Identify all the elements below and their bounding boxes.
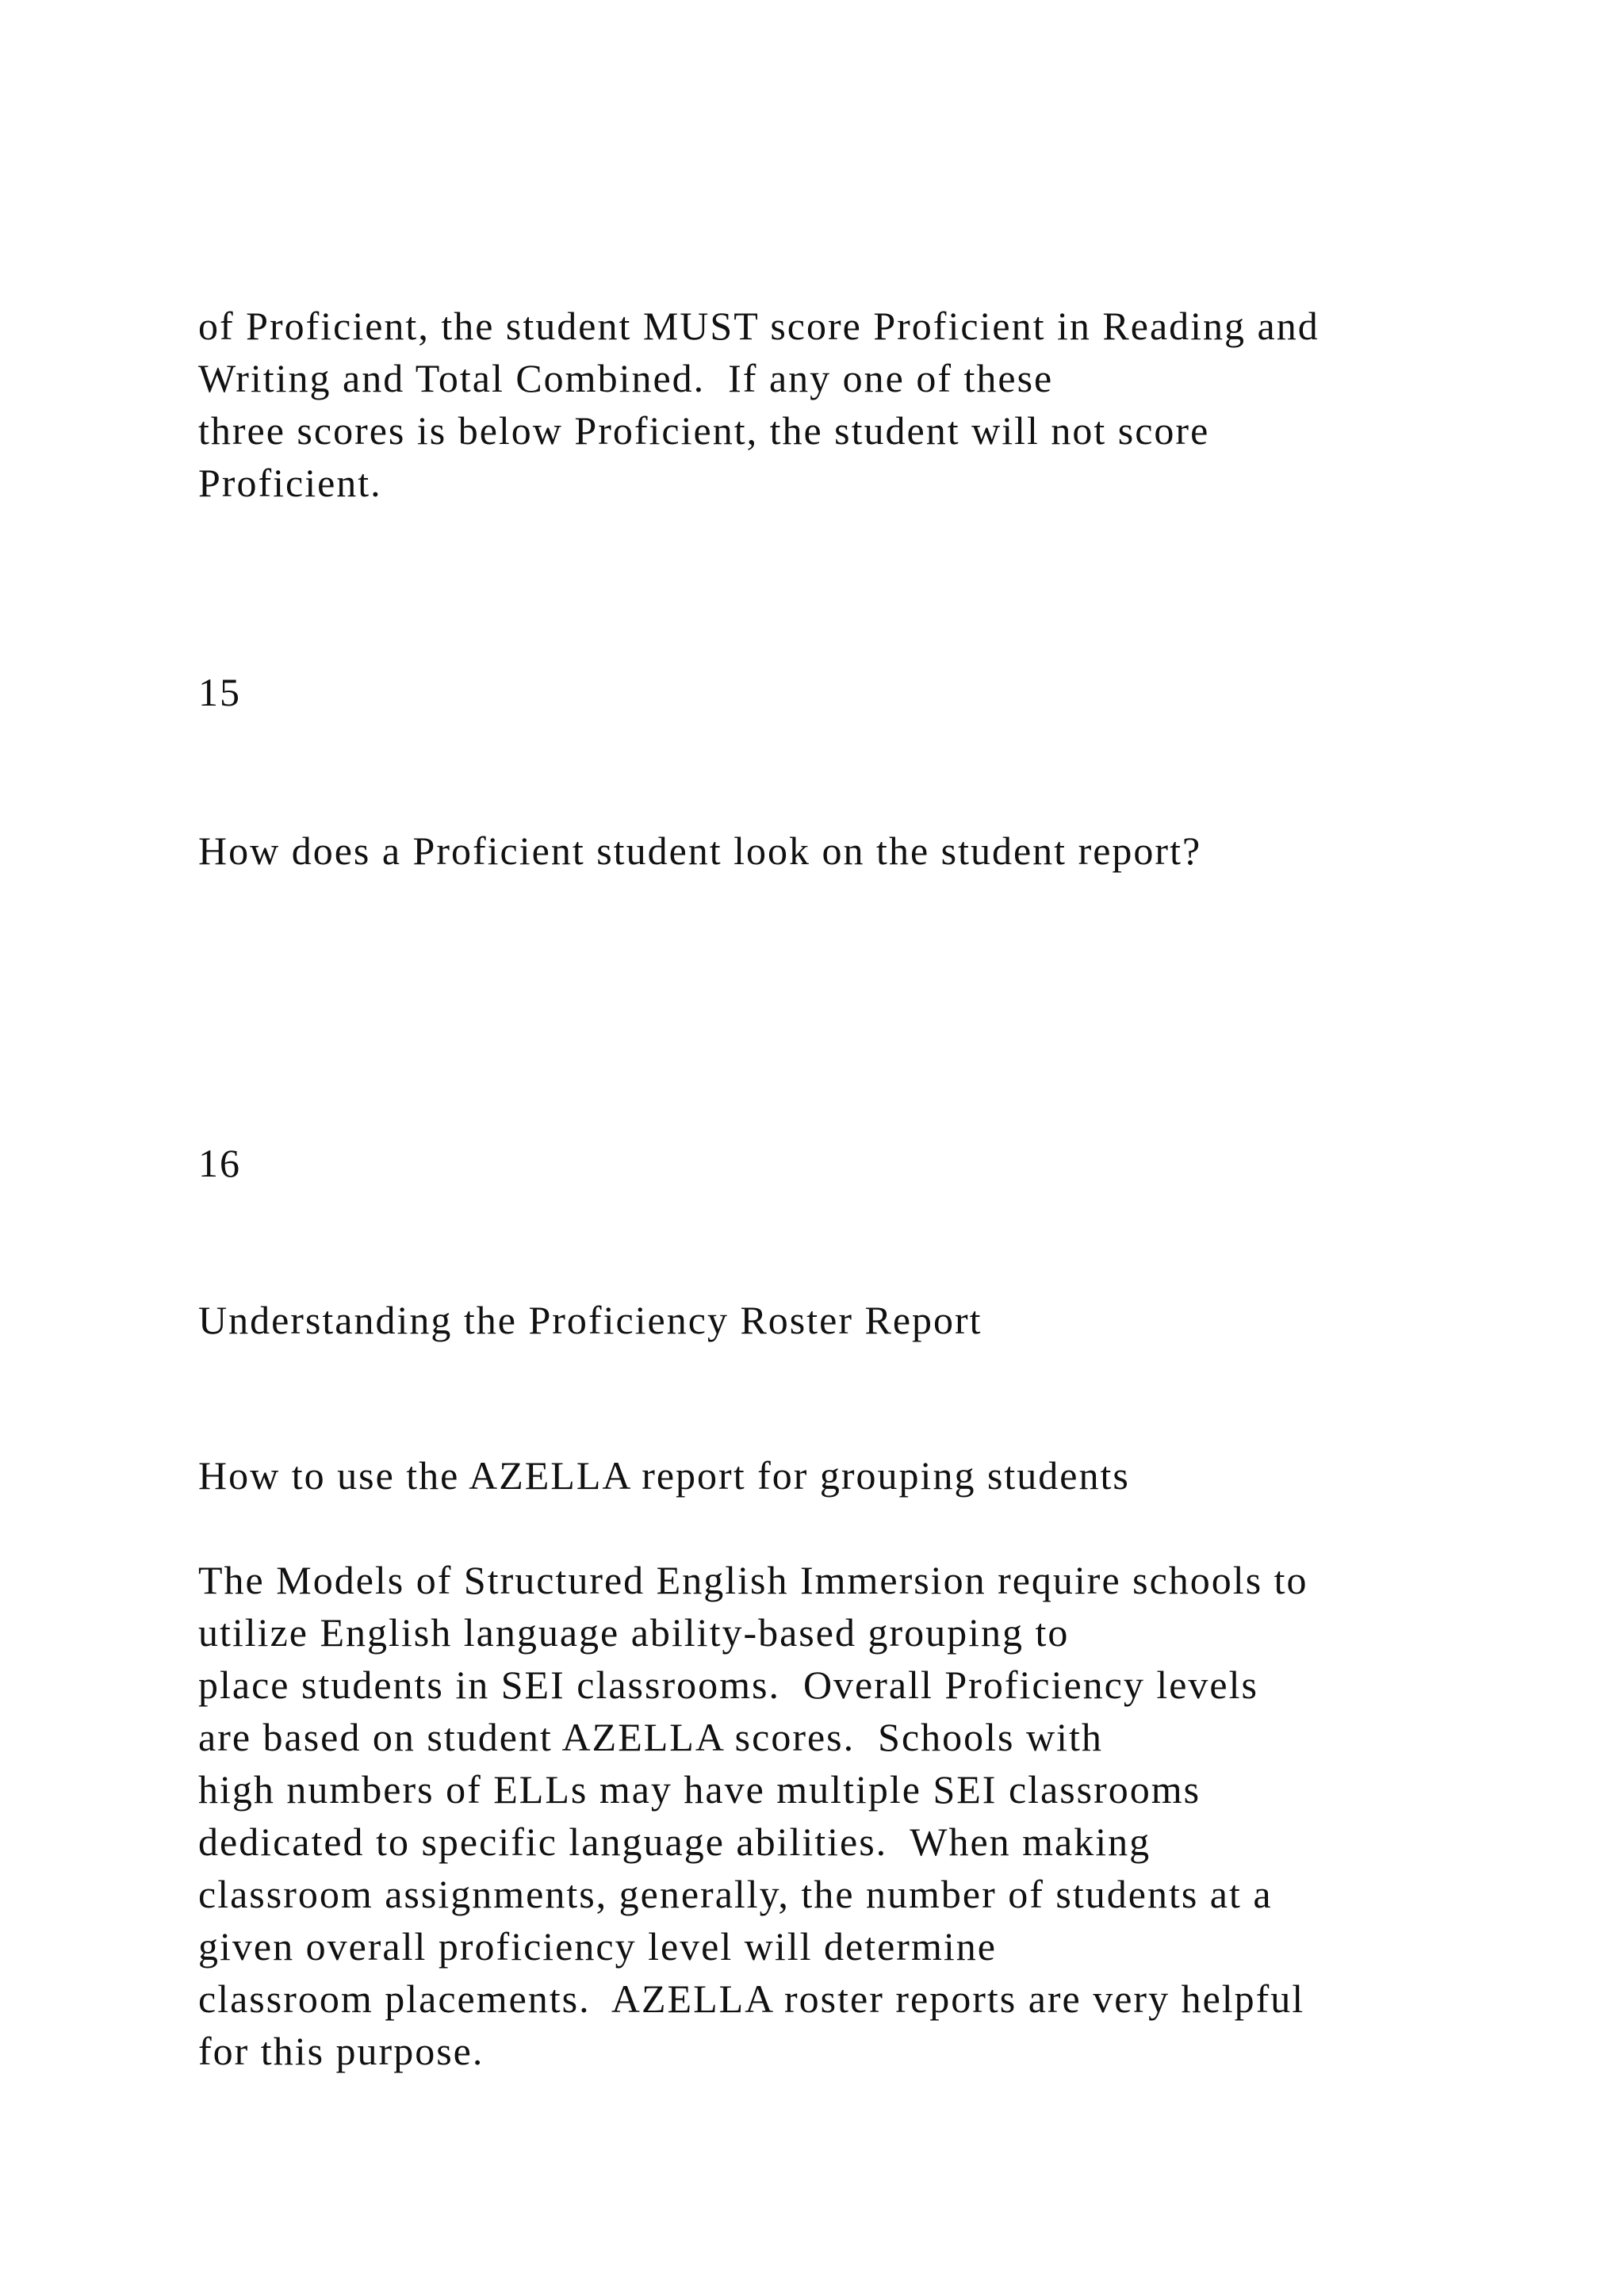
section-heading: Understanding the Proficiency Roster Report <box>198 1298 982 1342</box>
text-line: Writing and Total Combined. If any one of these <box>198 356 1054 400</box>
section-heading: How does a Proficient student look on the student report? <box>198 828 1202 873</box>
text-line: dedicated to specific language abilities. When making <box>198 1820 1151 1864</box>
text-line: The Models of Structured English Immersion require schools to <box>198 1558 1308 1602</box>
text-line: three scores is below Proficient, the student will not score <box>198 408 1210 453</box>
slide-number: 15 <box>198 670 241 714</box>
text-line: utilize English language ability-based grouping to <box>198 1610 1070 1655</box>
text-line: for this purpose. <box>198 2029 485 2073</box>
text-line: given overall proficiency level will determine <box>198 1924 997 1969</box>
text-line: classroom assignments, generally, the number of students at a <box>198 1872 1273 1916</box>
text-line: high numbers of ELLs may have multiple SEI classrooms <box>198 1767 1201 1812</box>
text-line: of Proficient, the student MUST score Proficient in Reading and <box>198 304 1320 348</box>
text-line: are based on student AZELLA scores. Schools with <box>198 1715 1103 1759</box>
text-line: classroom placements. AZELLA roster reports are very helpful <box>198 1976 1305 2021</box>
text-line: Proficient. <box>198 461 382 505</box>
text-line: place students in SEI classrooms. Overall Proficiency levels <box>198 1663 1258 1707</box>
slide-number: 16 <box>198 1141 241 1185</box>
section-heading: How to use the AZELLA report for grouping students <box>198 1453 1130 1498</box>
